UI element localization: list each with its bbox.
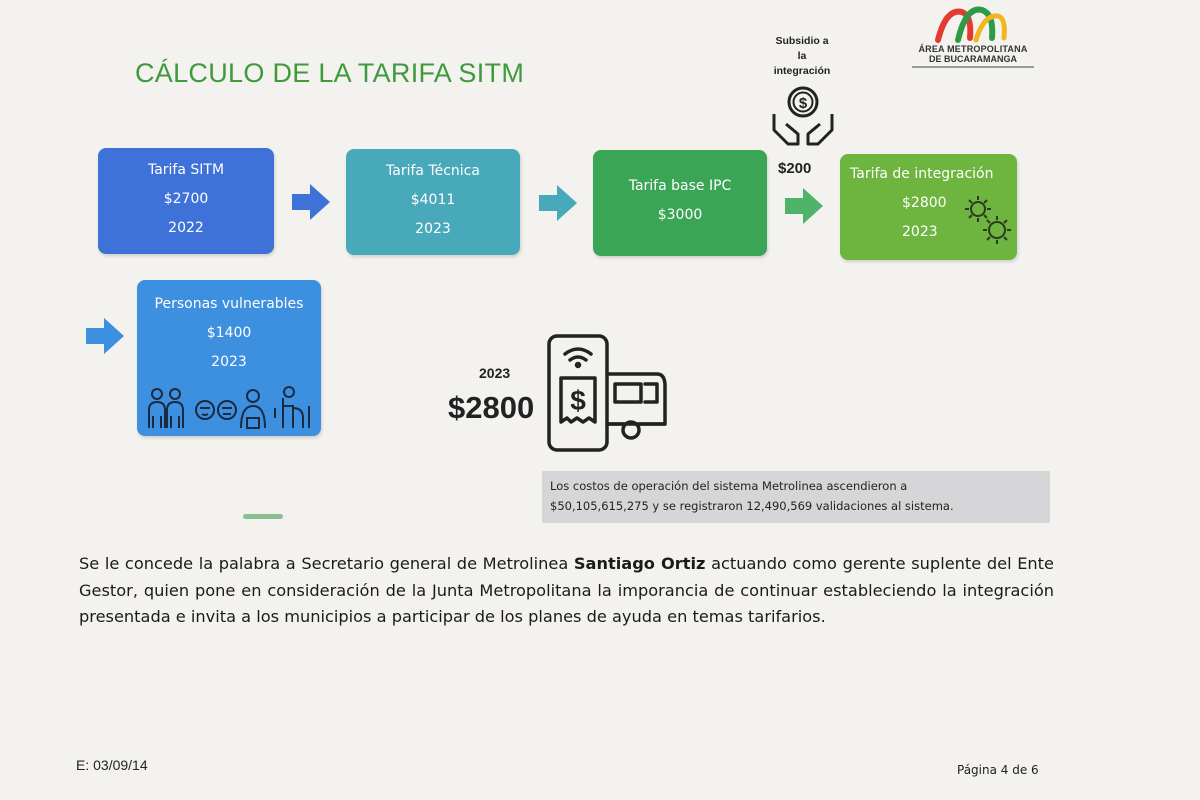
arrow-right-icon	[785, 186, 823, 226]
fare-box-year: 2023	[211, 354, 247, 370]
subsidy-label	[762, 34, 842, 79]
arrow-right-icon	[85, 316, 125, 356]
hands-coin-icon	[770, 84, 836, 150]
logo-text-line2: DE BUCARAMANGA	[929, 54, 1017, 64]
fare-box-label: Tarifa base IPC	[628, 178, 732, 194]
svg-text:$: $	[798, 95, 808, 112]
fare-box-value: $4011	[410, 192, 456, 208]
fare-box-label: Personas vulnerables	[154, 296, 304, 312]
fare-box-label: Tarifa de integración	[850, 166, 994, 182]
fare-box-value: $3000	[657, 207, 703, 223]
arrow-right-icon	[292, 182, 330, 222]
fare-box-tarifa-tecnica	[346, 149, 520, 255]
result-price: $2800	[448, 390, 535, 425]
page-number: Página 4 de 6	[957, 763, 1039, 777]
fare-box-personas-vulnerables	[137, 280, 321, 436]
paragraph-text-end: actuando como gerente suplente del Ente Gestor, quien pone en consideración de la Junta Metropolitana la imporancia de continuar estableciendo la integración presentada e invita a los municipios a participar de los planes de ayuda en temas tarifarios.	[79, 554, 1054, 626]
subsidy-label-line2: la	[797, 50, 807, 62]
speaker-name: Santiago Ortiz	[573, 554, 706, 573]
page-title: CÁLCULO DE LA TARIFA SITM	[135, 58, 525, 88]
gears-icon	[960, 192, 1016, 248]
result-year: 2023	[479, 365, 511, 381]
logo-text-line1: ÁREA METROPOLITANA	[918, 44, 1028, 54]
fare-box-value: $2700	[163, 191, 209, 207]
fare-box-label: Tarifa SITM	[147, 162, 225, 178]
operating-costs-note	[542, 471, 1050, 523]
arrow-right-icon	[539, 183, 577, 223]
fare-box-label: Tarifa Técnica	[386, 163, 480, 179]
fare-box-tarifa-base-ipc	[593, 150, 767, 256]
body-paragraph	[79, 551, 1054, 631]
fare-box-year: 2023	[415, 221, 451, 237]
vulnerable-people-icons	[143, 384, 315, 430]
fare-box-year: 2022	[168, 220, 204, 236]
svg-text:$: $	[570, 385, 586, 416]
mobile-payment-bus-icon	[545, 334, 670, 454]
note-line1: Los costos de operación del sistema Metrolinea ascendieron a	[550, 479, 908, 493]
fare-box-value: $1400	[206, 325, 252, 341]
footer-date: E: 03/09/14	[76, 757, 148, 773]
fare-box-year: 2023	[902, 224, 938, 240]
subsidy-value: $200	[778, 160, 812, 177]
decorative-dash	[243, 514, 283, 519]
subsidy-label-line1: Subsidio a	[775, 35, 829, 47]
fare-box-value: $2800	[902, 195, 947, 211]
subsidy-label-line3: integración	[773, 65, 831, 77]
logo-mark-icon	[932, 4, 1012, 44]
fare-box-tarifa-sitm	[98, 148, 274, 254]
amb-logo	[898, 4, 1048, 74]
note-line2: $50,105,615,275 y se registraron 12,490,569 validaciones al sistema.	[550, 499, 954, 513]
logo-underline	[912, 66, 1034, 68]
paragraph-text-start: Se le concede la palabra a Secretario general de Metrolinea	[79, 554, 574, 573]
